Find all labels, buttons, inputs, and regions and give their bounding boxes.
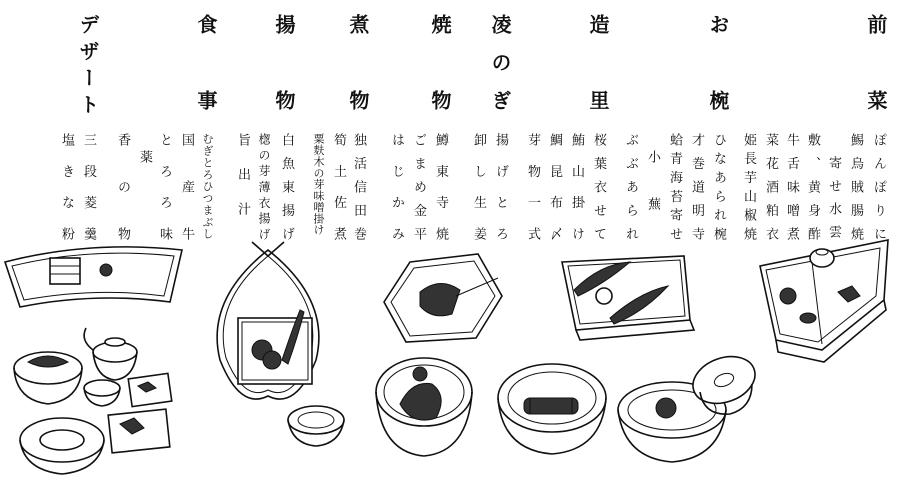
menu-item: 芽物一式 bbox=[525, 133, 540, 240]
menu-item: 白魚東揚げ bbox=[279, 133, 294, 240]
menu-item: 蛤青海苔寄せ bbox=[667, 133, 682, 240]
menu-item: 三段菱羹 bbox=[81, 133, 96, 240]
menu-item: とろろ味 bbox=[157, 133, 172, 240]
menu-item: 国産牛 bbox=[179, 133, 194, 240]
menu-item: ごまめ金平 bbox=[411, 133, 426, 240]
menu-item: 薬 bbox=[137, 150, 152, 163]
menu-item: 姫長芋山椒焼 bbox=[741, 133, 756, 240]
yakimono-hexagon-plate-icon bbox=[384, 254, 502, 342]
menu-item: ひなあられ椀 bbox=[711, 133, 726, 240]
menu-item: はじかみ bbox=[389, 133, 404, 240]
course-heading-dessert: デザート bbox=[76, 14, 100, 114]
menu-item: 鯛昆布〆 bbox=[547, 133, 562, 240]
course-heading-tsukuri: 造里 bbox=[586, 14, 610, 110]
menu-item: 塩きな粉 bbox=[59, 133, 74, 240]
menu-item: 鱒東寺焼 bbox=[433, 133, 448, 240]
shokuji-set-icon bbox=[14, 328, 172, 474]
illustrations bbox=[0, 236, 900, 480]
menu-item: 卸し生姜 bbox=[471, 133, 486, 240]
nimono-deep-bowl-icon bbox=[376, 358, 472, 456]
menu-item: ぶぶあられ bbox=[623, 133, 638, 240]
menu-item: 寄せ水雲 bbox=[826, 156, 841, 238]
course-heading-nimono: 煮物 bbox=[346, 14, 370, 110]
menu-item: 牛舌味噌煮 bbox=[784, 133, 799, 240]
menu-item: 菜花酒粕衣 bbox=[763, 133, 778, 240]
menu-item: 旨出汁 bbox=[235, 133, 250, 215]
course-heading-agemono: 揚物 bbox=[272, 14, 296, 110]
zensai-fan-plate-icon bbox=[760, 240, 888, 362]
menu-item: 敷、黄身酢 bbox=[805, 133, 820, 240]
course-heading-zensai: 前菜 bbox=[864, 14, 888, 110]
course-heading-shinogi: 凌のぎ bbox=[488, 14, 512, 110]
menu-item: 楤の芽薄衣揚げ bbox=[257, 133, 271, 240]
menu-item: 鯣烏賊腸焼 bbox=[848, 133, 863, 240]
menu-item: 鮪山掛け bbox=[569, 133, 584, 240]
menu-item: 筍土佐煮 bbox=[331, 133, 346, 240]
menu-item: 独活信田巻 bbox=[351, 133, 366, 240]
shinogi-small-bowl-icon bbox=[498, 364, 606, 454]
menu-item: 才巻道明寺 bbox=[689, 133, 704, 240]
menu-item: ぽんぽりに bbox=[871, 133, 886, 240]
course-heading-yakimono: 焼物 bbox=[428, 14, 452, 110]
dessert-fan-plate-icon bbox=[5, 247, 182, 307]
menu-item: 香の物 bbox=[115, 133, 130, 240]
menu-item: 桜葉衣せて bbox=[591, 133, 606, 240]
menu-item: 揚げとろ bbox=[493, 133, 508, 240]
course-heading-owan: お椀 bbox=[706, 14, 730, 110]
agemono-bamboo-basket-icon bbox=[217, 242, 344, 446]
course-heading-shokuji: 食事 bbox=[194, 14, 218, 110]
menu-item: 粟麩木の芽味噌掛け bbox=[312, 133, 325, 235]
tsukuri-square-plate-icon bbox=[562, 256, 694, 340]
menu-item: 小蕪 bbox=[645, 150, 660, 210]
owan-lidded-bowl-icon bbox=[618, 348, 762, 462]
menu-item: むぎとろひつまぶし bbox=[201, 133, 214, 239]
